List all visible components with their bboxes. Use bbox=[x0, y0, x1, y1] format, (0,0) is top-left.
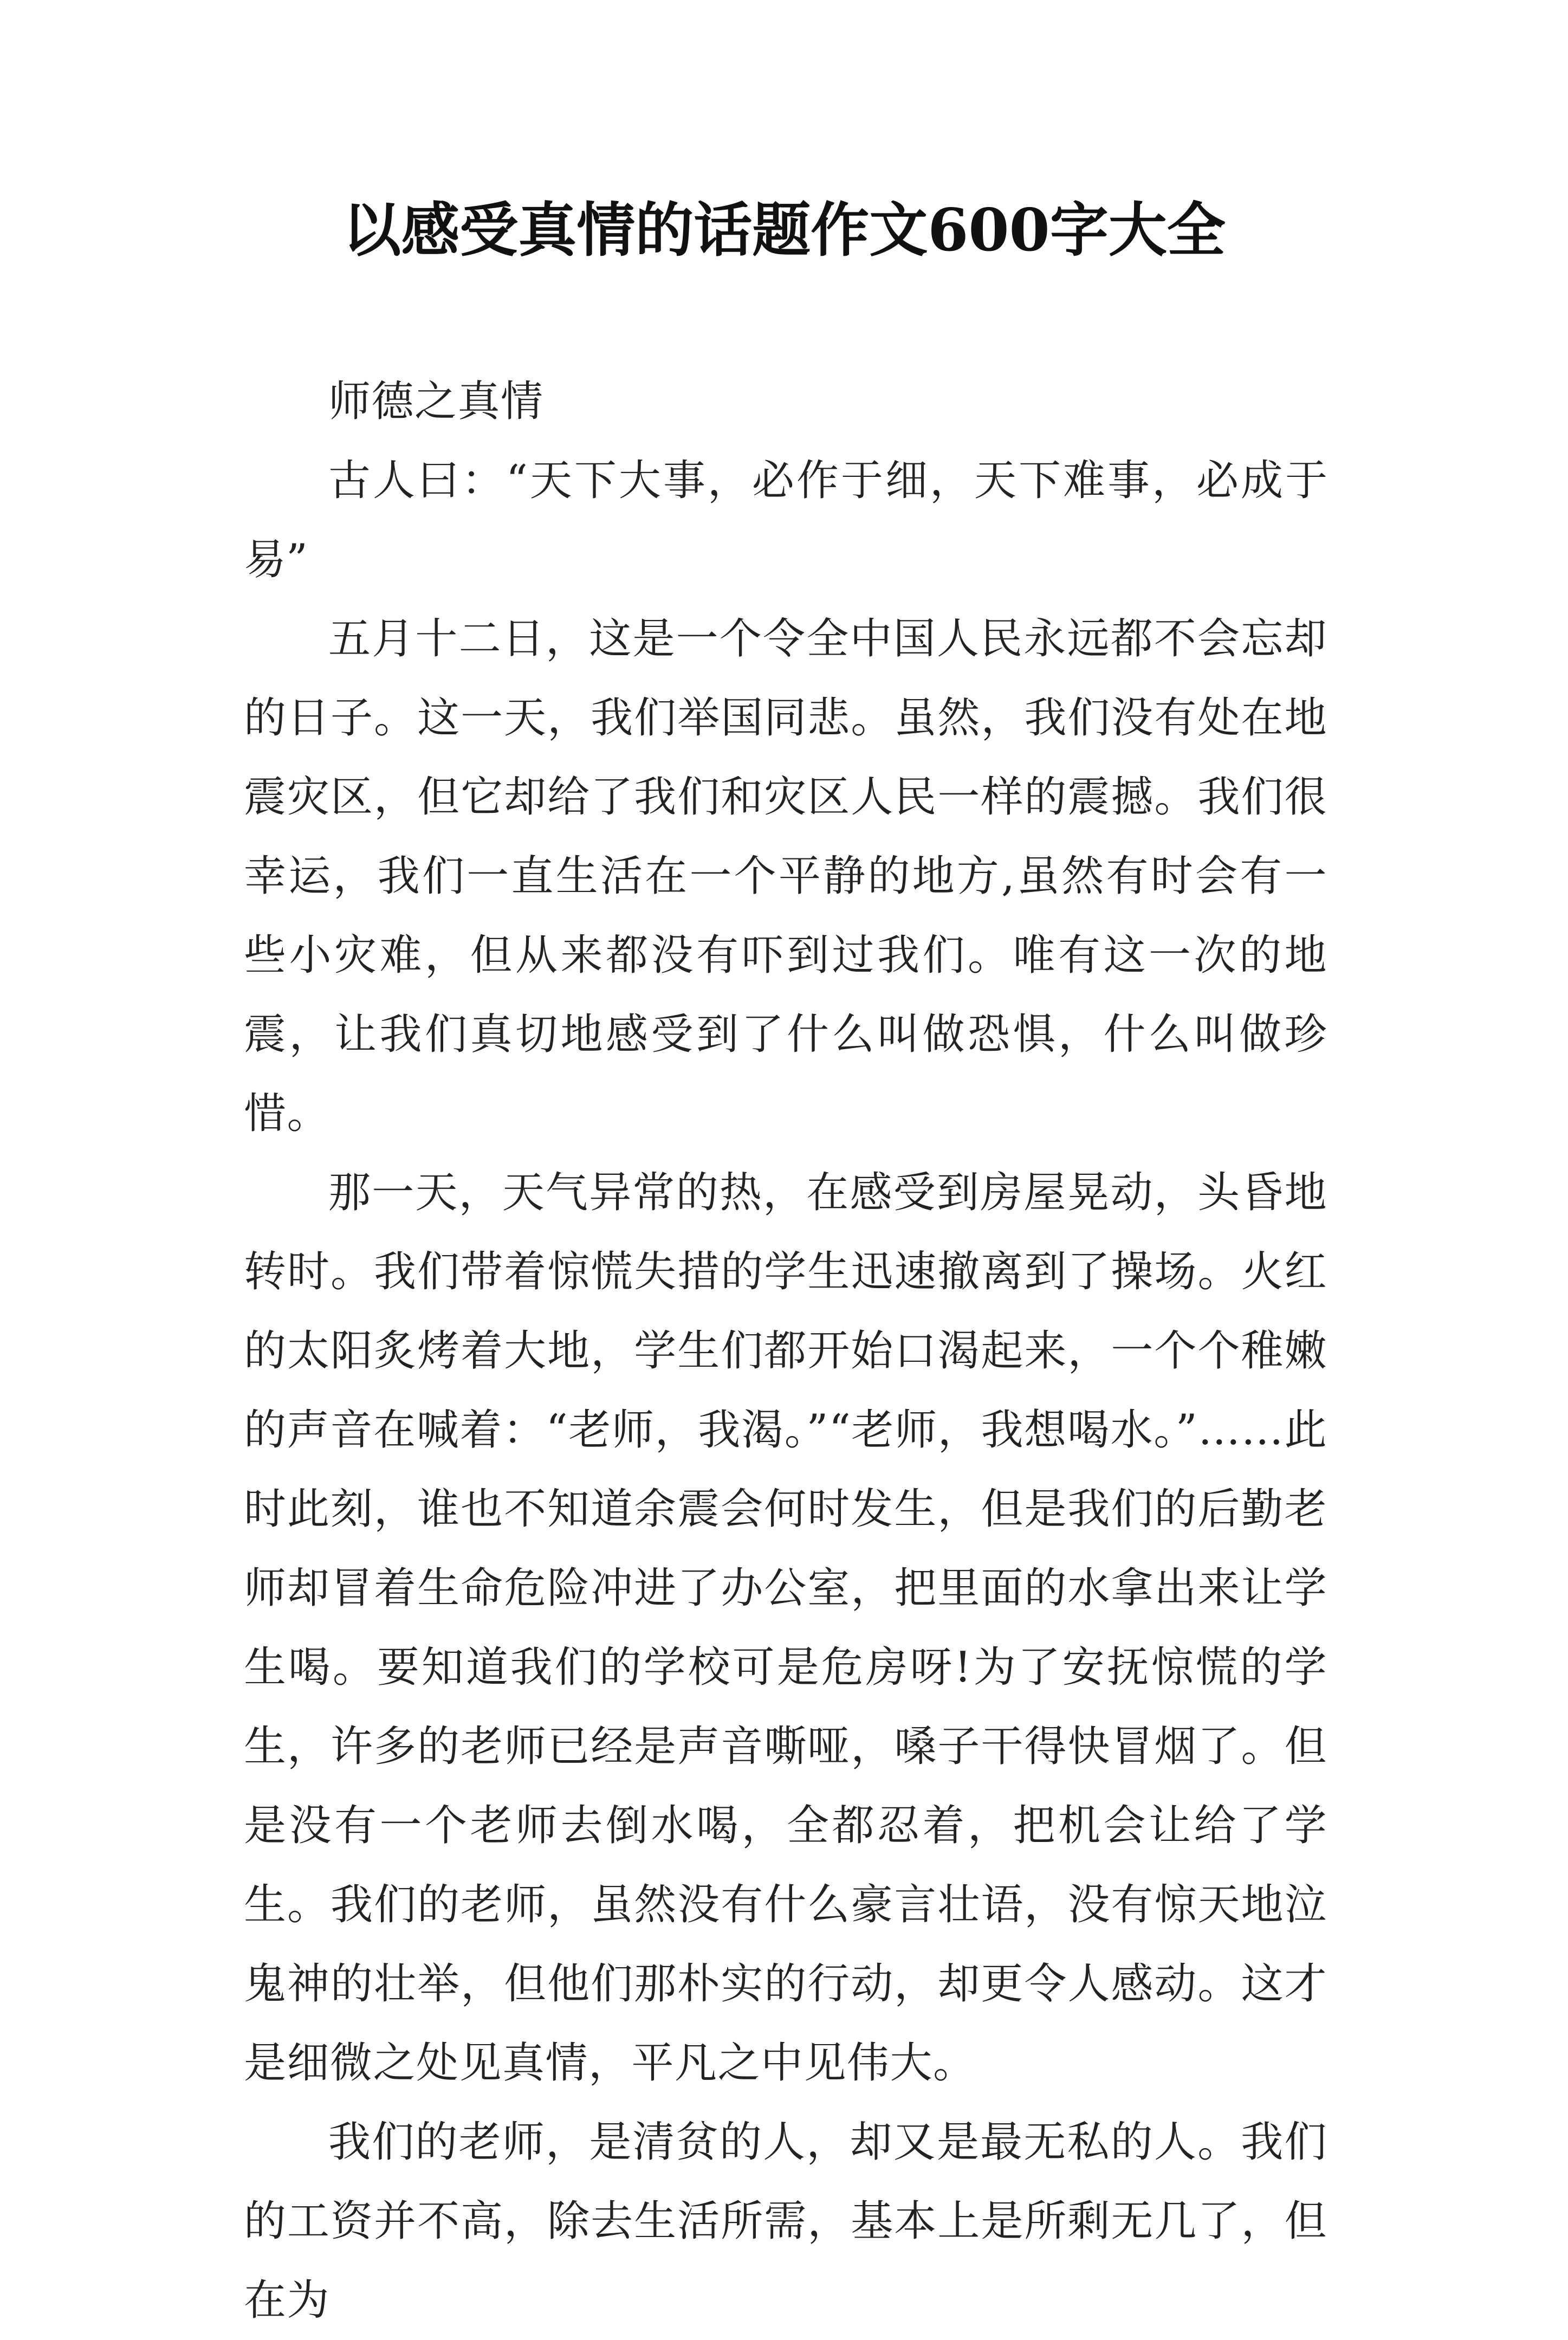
paragraph-3: 我们的老师，是清贫的人，却又是最无私的人。我们的工资并不高，除去生活所需，基本上是所剩无几了，但在为 bbox=[244, 2118, 1327, 2325]
document-title: 以感受真情的话题作文600字大全 bbox=[342, 196, 1226, 264]
paragraph-2: 那一天，天气异常的热，在感受到房屋晃动，头昏地转时。我们带着惊慌失措的学生迅速撤离到了操场。火红的太阳炙烤着大地，学生们都开始口渴起来，一个个稚嫩的声音在喊着：“老师，我渴。”“老师，我想喝水。”……此时此刻，谁也不知道余震会何时发生，但是我们的后勤老师却冒着生命危险冲进了办公室，把里面的水拿出来让学生喝。要知道我们的学校可是危房呀!为了安抚惊慌的学生，许多的老师已经是声音嘶哑，嗓子干得快冒烟了。但是没有一个老师去倒水喝，全都忍着，把机会让给了学生。我们的老师，虽然没有什么豪言壮语，没有惊天地泣鬼神的壮举，但他们那朴实的行动，却更令人感动。这才是细微之处见真情，平凡之中见伟大。 bbox=[244, 1168, 1327, 2087]
paragraph-subtitle: 师德之真情 bbox=[328, 377, 544, 426]
document-body bbox=[244, 362, 1327, 2340]
paragraph-quote: 古人曰：“天下大事，必作于细，天下难事，必成于易” bbox=[244, 456, 1327, 584]
paragraph-1: 五月十二日，这是一个令全中国人民永远都不会忘却的日子。这一天，我们举国同悲。虽然，我们没有处在地震灾区，但它却给了我们和灾区人民一样的震撼。我们很幸运，我们一直生活在一个平静的地方,虽然有时会有一些小灾难，但从来都没有吓到过我们。唯有这一次的地震，让我们真切地感受到了什么叫做恐惧，什么叫做珍惜。 bbox=[244, 615, 1327, 1138]
